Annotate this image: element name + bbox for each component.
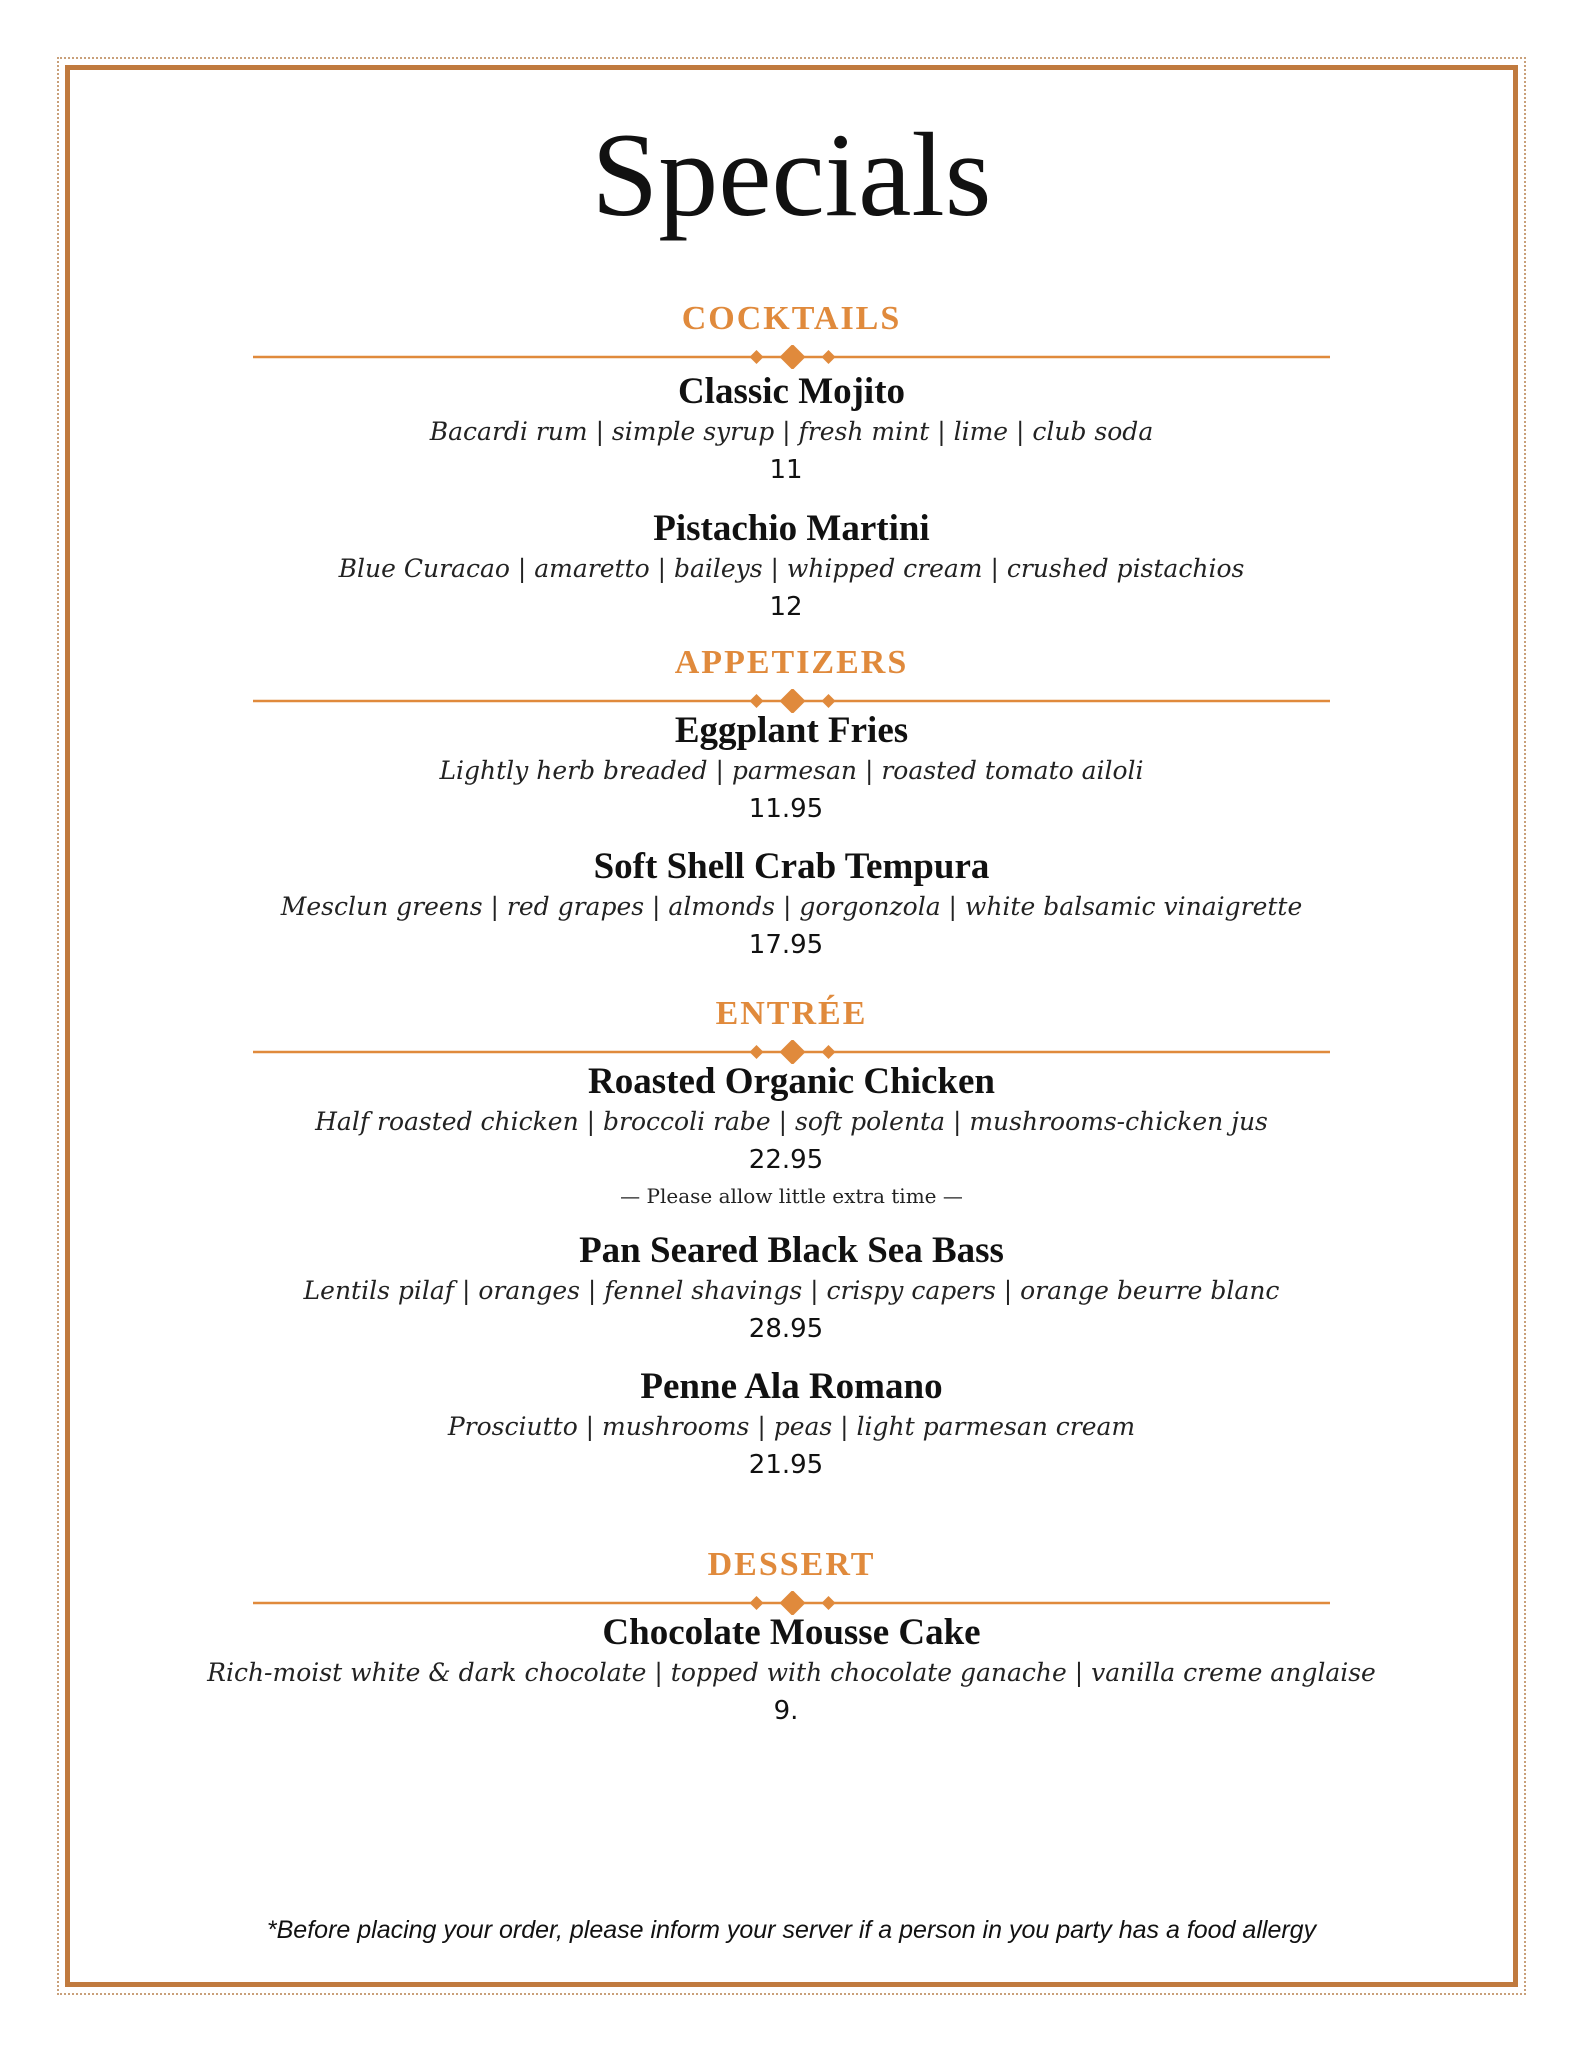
small-diamond-icon xyxy=(750,1596,764,1610)
menu-item-name: Soft Shell Crab Tempura xyxy=(593,846,990,887)
small-diamond-icon xyxy=(822,350,836,364)
small-diamond-icon xyxy=(750,694,764,708)
menu-item-description: Mesclun greens | red grapes | almonds | gorgonzola | white balsamic vinaigrette xyxy=(280,892,1303,921)
menu-item-name: Penne Ala Romano xyxy=(640,1366,943,1407)
section-header-entree: ENTRÉE xyxy=(715,995,868,1032)
menu-item-description: Lentils pilaf | oranges | fennel shavings | crispy capers | orange beurre blanc xyxy=(303,1276,1280,1305)
large-diamond-icon xyxy=(780,345,806,369)
menu-item-name: Pistachio Martini xyxy=(653,508,930,549)
small-diamond-icon xyxy=(750,350,764,364)
menu-item-name: Pan Seared Black Sea Bass xyxy=(579,1230,1004,1271)
menu-item-price: 12 xyxy=(769,592,803,622)
section-divider-cocktails xyxy=(253,345,1330,369)
small-diamond-icon xyxy=(822,1596,836,1610)
small-diamond-icon xyxy=(750,1045,764,1059)
allergy-footnote: *Before placing your order, please inform your server if a person in you party has a food allergy xyxy=(266,1916,1317,1944)
menu-item-price: 11 xyxy=(769,455,803,485)
section-header-dessert: DESSERT xyxy=(707,1546,876,1583)
menu-item-name: Classic Mojito xyxy=(677,371,906,412)
menu-item-price: 28.95 xyxy=(748,1314,824,1344)
menu-item-description: Blue Curacao | amaretto | baileys | whipped cream | crushed pistachios xyxy=(338,554,1245,583)
menu-item-name: Chocolate Mousse Cake xyxy=(602,1612,981,1653)
menu-item-name: Eggplant Fries xyxy=(674,710,909,751)
menu-item-name: Roasted Organic Chicken xyxy=(588,1061,995,1102)
page-title: Specials xyxy=(591,108,992,241)
menu-item-price: 21.95 xyxy=(748,1450,824,1480)
menu-item-description: Rich-moist white & dark chocolate | topped with chocolate ganache | vanilla creme anglaise xyxy=(207,1658,1376,1687)
menu-item-note: — Please allow little extra time — xyxy=(620,1184,963,1208)
menu-item-price: 11.95 xyxy=(748,794,824,824)
small-diamond-icon xyxy=(822,1045,836,1059)
section-header-cocktails: COCKTAILS xyxy=(681,300,902,337)
section-header-appetizers: APPETIZERS xyxy=(674,644,909,681)
menu-item-description: Lightly herb breaded | parmesan | roasted tomato ailoli xyxy=(439,756,1144,785)
menu-item-description: Half roasted chicken | broccoli rabe | soft polenta | mushrooms-chicken jus xyxy=(315,1107,1268,1136)
menu-item-description: Bacardi rum | simple syrup | fresh mint | lime | club soda xyxy=(429,417,1154,446)
menu-item-price: 9. xyxy=(773,1696,799,1726)
menu-item-price: 22.95 xyxy=(748,1145,824,1175)
menu-item-description: Prosciutto | mushrooms | peas | light parmesan cream xyxy=(447,1412,1136,1441)
small-diamond-icon xyxy=(822,694,836,708)
menu-item-price: 17.95 xyxy=(748,930,824,960)
ornament-svg xyxy=(253,345,1330,369)
